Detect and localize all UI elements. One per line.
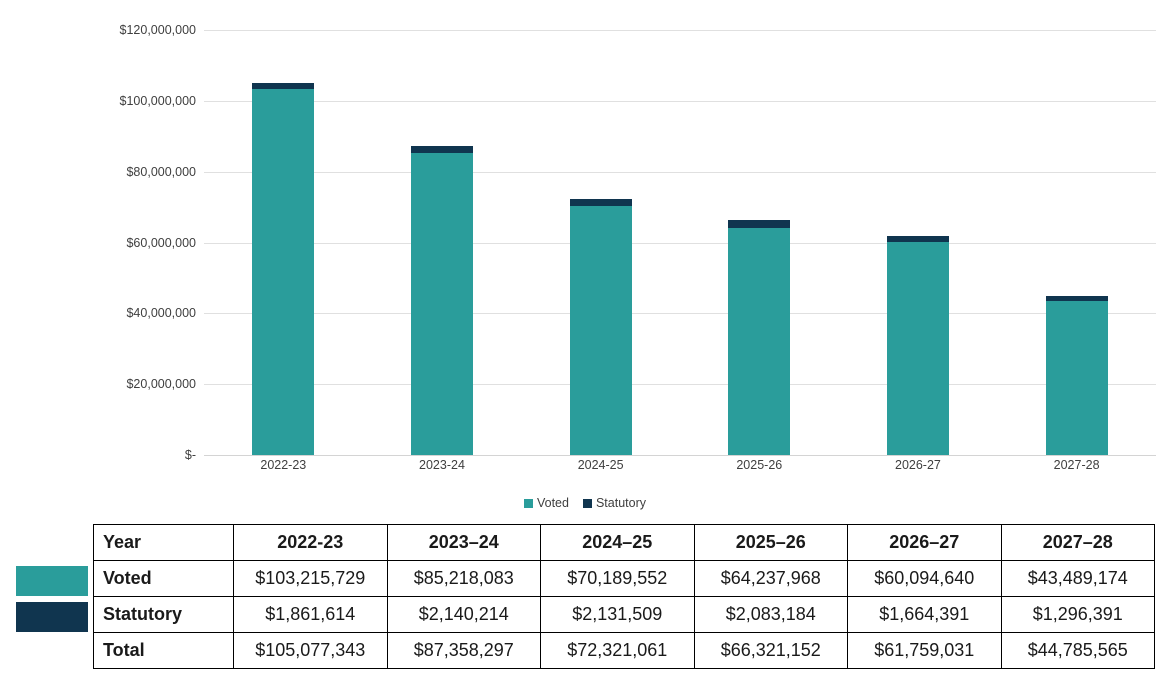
- bar-group[interactable]: [1009, 30, 1144, 455]
- bar-segment-voted[interactable]: [570, 206, 632, 455]
- table-column-header: 2027–28: [1001, 525, 1155, 561]
- table-cell: $43,489,174: [1001, 561, 1155, 597]
- table-cell: $64,237,968: [694, 561, 848, 597]
- table-column-header: 2026–27: [848, 525, 1002, 561]
- legend-item[interactable]: [524, 496, 569, 510]
- plot-area: [204, 30, 1156, 455]
- gridline: [204, 455, 1156, 456]
- table-cell: $60,094,640: [848, 561, 1002, 597]
- x-axis-tick-label: 2027-28: [1053, 458, 1100, 472]
- table-row-label: Total: [94, 633, 234, 669]
- table-row-label: Statutory: [94, 597, 234, 633]
- bar-group[interactable]: [374, 30, 509, 455]
- y-axis-tick-label: $40,000,000: [126, 306, 196, 321]
- bar-segment-statutory[interactable]: [728, 220, 790, 227]
- table-row-label: Voted: [94, 561, 234, 597]
- table-cell: $66,321,152: [694, 633, 848, 669]
- table-cell: $1,296,391: [1001, 597, 1155, 633]
- bar-segment-statutory[interactable]: [411, 146, 473, 154]
- y-axis-tick-label: $80,000,000: [126, 164, 196, 179]
- table-row: [94, 633, 1155, 669]
- x-axis: [204, 458, 1156, 476]
- bar-segment-voted[interactable]: [728, 228, 790, 456]
- bar-segment-voted[interactable]: [887, 242, 949, 455]
- y-axis-tick-label: $100,000,000: [119, 93, 196, 108]
- legend-color-swatch: [583, 499, 592, 508]
- x-axis-tick-label: 2024-25: [577, 458, 624, 472]
- y-axis-tick-label: $120,000,000: [119, 23, 196, 37]
- table-cell: $1,664,391: [848, 597, 1002, 633]
- y-axis-tick-label: $-: [184, 448, 196, 462]
- x-axis-tick-label: 2025-26: [736, 458, 783, 472]
- legend-item[interactable]: [583, 496, 646, 510]
- table-cell: $44,785,565: [1001, 633, 1155, 669]
- chart-legend: [0, 496, 1170, 510]
- x-axis-tick-label: 2023-24: [419, 458, 465, 472]
- x-axis-tick-label: 2026-27: [895, 458, 941, 472]
- bar-segment-statutory[interactable]: [252, 83, 314, 90]
- legend-swatch-voted: [16, 566, 88, 596]
- table-corner-label: Year: [94, 525, 234, 561]
- table-cell: $61,759,031: [848, 633, 1002, 669]
- table-row: [94, 561, 1155, 597]
- x-axis-tick-label: 2022-23: [260, 458, 307, 472]
- table-cell: $1,861,614: [234, 597, 388, 633]
- table-cell: $105,077,343: [234, 633, 388, 669]
- bar-segment-statutory[interactable]: [570, 199, 632, 207]
- data-table-wrapper: [93, 524, 1155, 669]
- table-column-header: 2023–24: [387, 525, 541, 561]
- table-column-header: 2022-23: [234, 525, 388, 561]
- legend-label: Statutory: [595, 496, 646, 510]
- y-axis-tick-label: $60,000,000: [126, 235, 196, 250]
- table-row: [94, 597, 1155, 633]
- table-cell: $70,189,552: [541, 561, 695, 597]
- y-axis-tick-label: $20,000,000: [126, 377, 196, 392]
- table-header-row: [94, 525, 1155, 561]
- table-cell: $87,358,297: [387, 633, 541, 669]
- table-column-header: 2024–25: [541, 525, 695, 561]
- legend-color-swatch: [524, 499, 533, 508]
- bar-segment-voted[interactable]: [252, 89, 314, 455]
- bar-group[interactable]: [692, 30, 827, 455]
- table-cell: $103,215,729: [234, 561, 388, 597]
- bar-series-container: [204, 30, 1156, 455]
- bar-group[interactable]: [216, 30, 351, 455]
- legend-label: Voted: [536, 496, 569, 510]
- table-column-header: 2025–26: [694, 525, 848, 561]
- table-cell: $2,140,214: [387, 597, 541, 633]
- table-cell: $72,321,061: [541, 633, 695, 669]
- legend-swatch-statutory: [16, 602, 88, 632]
- bar-segment-voted[interactable]: [1046, 301, 1108, 455]
- bar-segment-voted[interactable]: [411, 153, 473, 455]
- table-cell: $2,131,509: [541, 597, 695, 633]
- data-table: [93, 524, 1155, 669]
- table-cell: $85,218,083: [387, 561, 541, 597]
- table-cell: $2,083,184: [694, 597, 848, 633]
- y-axis: [0, 0, 196, 516]
- bar-group[interactable]: [533, 30, 668, 455]
- bar-group[interactable]: [850, 30, 985, 455]
